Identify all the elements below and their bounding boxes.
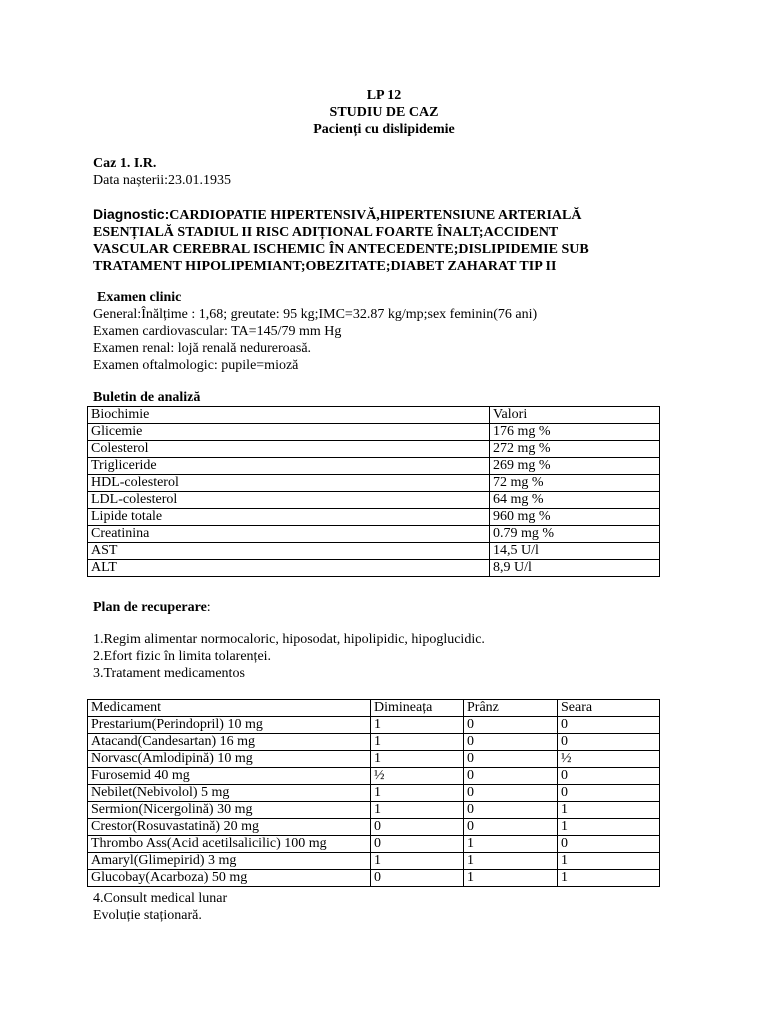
table-row xyxy=(88,870,660,887)
plan-item: 1.Regim alimentar normocaloric, hiposodat, hipolipidic, hipoglucidic. xyxy=(93,632,485,647)
diagnosis-line: ESENȚIALĂ STADIUL II RISC ADIȚIONAL FOARTE ÎNALT;ACCIDENT xyxy=(93,225,559,240)
exam-line: Examen renal: lojă renală nedureroasă. xyxy=(93,341,312,356)
dose-morning: 0 xyxy=(371,836,464,853)
table-row xyxy=(88,492,660,509)
med-name: Glucobay(Acarboza) 50 mg xyxy=(88,870,371,887)
lab-test: LDL-colesterol xyxy=(88,492,490,509)
lab-test: HDL-colesterol xyxy=(88,475,490,492)
medication-table xyxy=(87,699,660,887)
dose-noon: 0 xyxy=(464,819,558,836)
lab-test: ALT xyxy=(88,560,490,577)
dose-noon: 1 xyxy=(464,870,558,887)
dose-evening: 0 xyxy=(558,836,660,853)
dose-evening: 0 xyxy=(558,785,660,802)
dose-evening: 1 xyxy=(558,853,660,870)
dose-evening: 0 xyxy=(558,768,660,785)
table-row xyxy=(88,751,660,768)
table-row xyxy=(88,560,660,577)
med-name: Furosemid 40 mg xyxy=(88,768,371,785)
lab-results-table xyxy=(87,406,660,577)
lab-test: Colesterol xyxy=(88,441,490,458)
dose-noon: 0 xyxy=(464,802,558,819)
diagnosis-line: CARDIOPATIE HIPERTENSIVĂ,HIPERTENSIUNE ARTERIALĂ xyxy=(169,208,582,223)
table-row xyxy=(88,734,660,751)
page-title: STUDIU DE CAZ xyxy=(329,105,439,120)
med-name: Norvasc(Amlodipină) 10 mg xyxy=(88,751,371,768)
header-cell: Medicament xyxy=(88,700,371,717)
table-row xyxy=(88,836,660,853)
dose-morning: 1 xyxy=(371,802,464,819)
dose-morning: 1 xyxy=(371,751,464,768)
document-header xyxy=(0,87,768,138)
med-name: Thrombo Ass(Acid acetilsalicilic) 100 mg xyxy=(88,836,371,853)
table-header-row xyxy=(88,700,660,717)
table-row xyxy=(88,717,660,734)
lab-value: 176 mg % xyxy=(490,424,660,441)
dose-evening: 1 xyxy=(558,819,660,836)
dose-morning: 1 xyxy=(371,717,464,734)
plan-item: 4.Consult medical lunar xyxy=(93,891,228,906)
lab-test: AST xyxy=(88,543,490,560)
diagnosis-line: TRATAMENT HIPOLIPEMIANT;OBEZITATE;DIABET ZAHARAT TIP II xyxy=(93,259,557,274)
dose-morning: 1 xyxy=(371,853,464,870)
header-cell: Dimineața xyxy=(371,700,464,717)
table-row xyxy=(88,441,660,458)
table-row xyxy=(88,802,660,819)
lab-value: 72 mg % xyxy=(490,475,660,492)
dose-evening: 0 xyxy=(558,734,660,751)
page-subtitle: Pacienți cu dislipidemie xyxy=(313,122,455,137)
plan-colon: : xyxy=(206,600,211,615)
table-row xyxy=(88,768,660,785)
lab-value: 272 mg % xyxy=(490,441,660,458)
med-name: Sermion(Nicergolină) 30 mg xyxy=(88,802,371,819)
dose-morning: ½ xyxy=(371,768,464,785)
evolution-note: Evoluție staționară. xyxy=(93,908,202,923)
dose-evening: ½ xyxy=(558,751,660,768)
diagnosis-block xyxy=(93,206,663,275)
lab-value: 960 mg % xyxy=(490,509,660,526)
diagnosis-line: VASCULAR CEREBRAL ISCHEMIC ÎN ANTECEDENTE;DISLIPIDEMIE SUB xyxy=(93,242,589,257)
header-cell: Biochimie xyxy=(88,407,490,424)
table-row xyxy=(88,526,660,543)
header-cell: Prânz xyxy=(464,700,558,717)
dose-noon: 0 xyxy=(464,785,558,802)
clinical-exam xyxy=(93,289,537,374)
dose-noon: 1 xyxy=(464,836,558,853)
exam-line: Examen cardiovascular: TA=145/79 mm Hg xyxy=(93,324,342,339)
lab-value: 64 mg % xyxy=(490,492,660,509)
lab-value: 269 mg % xyxy=(490,458,660,475)
header-cell: Seara xyxy=(558,700,660,717)
diagnosis-label: Diagnostic: xyxy=(93,206,170,222)
lab-test: Lipide totale xyxy=(88,509,490,526)
table-header-row xyxy=(88,407,660,424)
dose-morning: 1 xyxy=(371,734,464,751)
plan-item: 3.Tratament medicamentos xyxy=(93,666,245,681)
dose-evening: 1 xyxy=(558,802,660,819)
lab-test: Glicemie xyxy=(88,424,490,441)
dose-evening: 1 xyxy=(558,870,660,887)
plan-title: Plan de recuperare xyxy=(93,600,207,615)
plan-list xyxy=(93,631,485,682)
dose-noon: 0 xyxy=(464,717,558,734)
table-row xyxy=(88,819,660,836)
table-row xyxy=(88,509,660,526)
dose-morning: 0 xyxy=(371,819,464,836)
lesson-code: LP 12 xyxy=(366,88,402,103)
dose-morning: 0 xyxy=(371,870,464,887)
table-row xyxy=(88,785,660,802)
lab-test: Trigliceride xyxy=(88,458,490,475)
med-name: Prestarium(Perindopril) 10 mg xyxy=(88,717,371,734)
table-row xyxy=(88,424,660,441)
dose-evening: 0 xyxy=(558,717,660,734)
med-name: Amaryl(Glimepirid) 3 mg xyxy=(88,853,371,870)
dose-noon: 0 xyxy=(464,768,558,785)
exam-line: General:Înălțime : 1,68; greutate: 95 kg;IMC=32.87 kg/mp;sex feminin(76 ani) xyxy=(93,307,538,322)
lab-heading: Buletin de analiză xyxy=(93,390,201,405)
dose-noon: 0 xyxy=(464,734,558,751)
case-title: Caz 1. I.R. xyxy=(93,156,157,171)
table-row xyxy=(88,458,660,475)
closing-notes xyxy=(93,890,227,924)
plan-heading xyxy=(93,599,211,616)
lab-test: Creatinina xyxy=(88,526,490,543)
lab-value: 0.79 mg % xyxy=(490,526,660,543)
exam-line: Examen oftalmologic: pupile=mioză xyxy=(93,358,299,373)
med-name: Crestor(Rosuvastatină) 20 mg xyxy=(88,819,371,836)
dose-noon: 0 xyxy=(464,751,558,768)
table-row xyxy=(88,543,660,560)
lab-value: 8,9 U/l xyxy=(490,560,660,577)
dose-morning: 1 xyxy=(371,785,464,802)
med-name: Atacand(Candesartan) 16 mg xyxy=(88,734,371,751)
table-row xyxy=(88,853,660,870)
lab-value: 14,5 U/l xyxy=(490,543,660,560)
table-row xyxy=(88,475,660,492)
header-cell: Valori xyxy=(490,407,660,424)
birth-date: Data nașterii:23.01.1935 xyxy=(93,173,232,188)
plan-item: 2.Efort fizic în limita tolarenței. xyxy=(93,649,272,664)
dose-noon: 1 xyxy=(464,853,558,870)
case-header xyxy=(93,155,231,189)
med-name: Nebilet(Nebivolol) 5 mg xyxy=(88,785,371,802)
exam-heading: Examen clinic xyxy=(97,290,182,305)
